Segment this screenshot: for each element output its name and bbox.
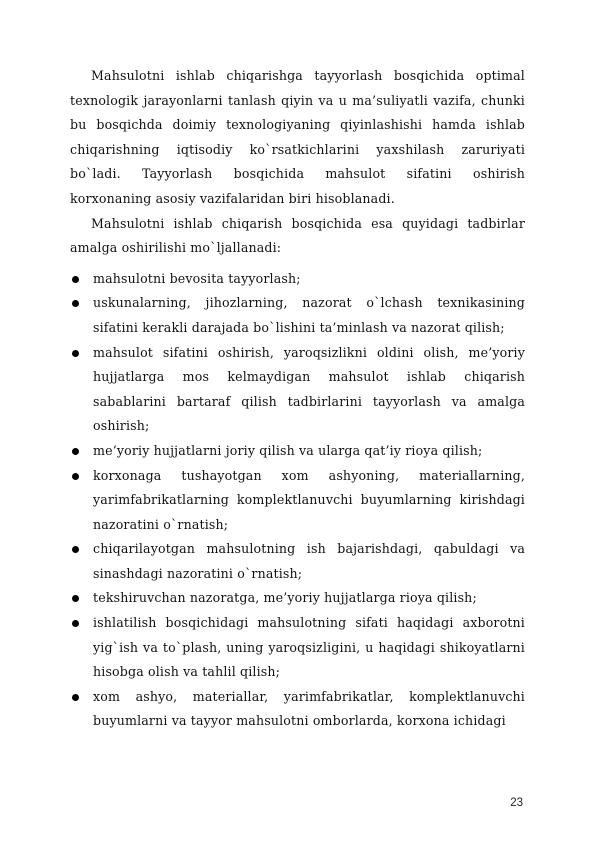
bullet-icon <box>72 473 79 480</box>
list-item-text: uskunalarning, jihozlarning, nazorat o`lchash texnikasining sifatini kerakli darajada bo`lishini ta’minlash va nazorat qilish; <box>93 295 525 335</box>
list-item-text: ishlatilish bosqichidagi mahsulotning sifati haqidagi axborotni yig`ish va to`plash, uning yaroqsizligini, u haqidagi shikoyatlarni hisobga olish va tahlil qilish; <box>93 615 525 680</box>
bullet-icon <box>72 300 79 307</box>
page-number: 23 <box>510 797 523 809</box>
list-item <box>70 341 525 439</box>
bullet-icon <box>72 350 79 357</box>
list-item-text: xom ashyo, materiallar, yarimfabrikatlar, komplektlanuvchi buyumlarni va tayyor mahsulotni omborlarda, korxona ichidagi <box>93 688 525 729</box>
bullet-icon <box>72 620 79 627</box>
list-item-text: mahsulot sifatini oshirish, yaroqsizlikni oldini olish, me’yoriy hujjatlarga mos kelmaydigan mahsulot ishlab chiqarish sabablarini bartaraf qilish tadbirlarini tayyorlash va amalga oshirish; <box>93 344 525 434</box>
list-item <box>70 537 525 586</box>
document-body <box>70 64 525 734</box>
list-item <box>70 685 525 734</box>
list-item <box>70 267 525 292</box>
bullet-icon <box>72 448 79 455</box>
paragraph-intro: Mahsulotni ishlab chiqarishga tayyorlash bosqichida optimal texnologik jarayonlarni tanlash qiyin va u ma’suliyatli vazifa, chunki bu bosqichda doimiy texnologiyaning qiyinlashishi hamda ishlab chiqarishning iqtisodiy ko`rsatkichlarini yaxshilash zaruriyati bo`ladi. Tayyorlash bosqichida mahsulot sifatini oshirish korxonaning asosiy vazifalaridan biri hisoblanadi. <box>70 68 525 206</box>
list-item <box>70 611 525 685</box>
bullet-icon <box>72 546 79 553</box>
list-item <box>70 439 525 464</box>
list-item <box>70 464 525 538</box>
list-item-text: korxonaga tushayotgan xom ashyoning, materiallarning, yarimfabrikatlarning komplektlanuvchi buyumlarning kirishdagi nazoratini o`rnatish; <box>93 467 525 532</box>
bullet-icon <box>72 694 79 701</box>
measures-list <box>70 267 525 734</box>
list-item-text: mahsulotni bevosita tayyorlash; <box>93 270 301 286</box>
list-item-text: chiqarilayotgan mahsulotning ish bajarishdagi, qabuldagi va sinashdagi nazoratini o`rnatish; <box>93 541 525 581</box>
bullet-icon <box>72 595 79 602</box>
list-item-text: me’yoriy hujjatlarni joriy qilish va ularga qat’iy rioya qilish; <box>93 442 483 458</box>
paragraph-lead: Mahsulotni ishlab chiqarish bosqichida esa quyidagi tadbirlar amalga oshirilishi mo`ljallanadi: <box>70 215 525 256</box>
list-item <box>70 291 525 340</box>
list-item-text: tekshiruvchan nazoratga, me’yoriy hujjatlarga rioya qilish; <box>93 590 477 606</box>
list-item <box>70 586 525 611</box>
bullet-icon <box>72 276 79 283</box>
